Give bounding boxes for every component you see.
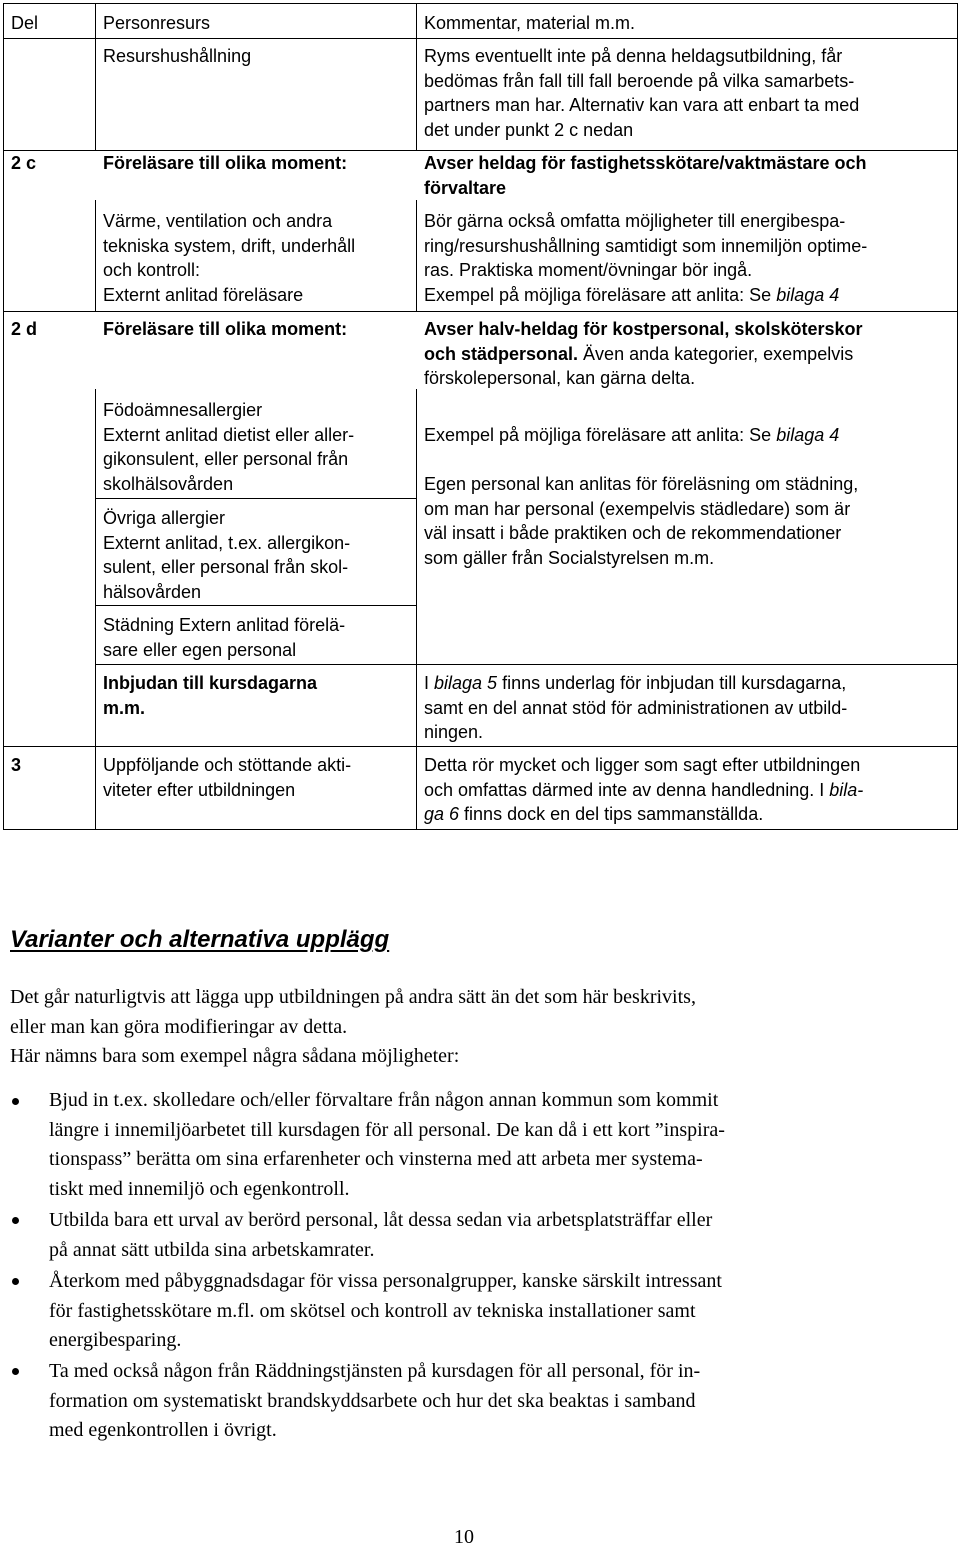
bilaga-6-ref: ga 6	[424, 804, 460, 824]
kommentar-exempel-foodo: Exempel på möjliga föreläsare att anlita: Se bilaga 4	[424, 425, 840, 445]
del-2d: 2 d	[11, 319, 38, 339]
title-2d: Föreläsare till olika moment:	[103, 319, 348, 339]
header-kommentar: Kommentar, material m.m.	[424, 13, 636, 33]
bilaga-4-ref: bilaga 4	[776, 425, 840, 445]
page-number: 10	[454, 1526, 474, 1548]
list-item: Bjud in t.ex. skolledare och/eller förvaltare från någon annan kommun som kommit längre i innemiljöarbetet till kursdagen för all personal. De kan då i ett kort ”inspira- tionspass” berätta om sina erfarenheter och vinsterna med att arbeta mer systema- tiskt med innemiljö och egenkontroll.	[49, 1089, 725, 1200]
resurs-stadning: Städning Extern anlitad förelä- sare eller egen personal	[103, 615, 346, 660]
kommentar-resurs: Ryms eventuellt inte på denna heldagsutbildning, får bedömas från fall till fall beroende på vilka samarbets- partners man har. Alternativ kan vara att enbart ta med det under punkt 2 c nedan	[424, 46, 860, 140]
resurs-resurshushallning: Resurshushållning	[103, 46, 252, 66]
bullet-icon	[12, 1368, 19, 1375]
kommentar-egen-personal: Egen personal kan anlitas för föreläsning om städning, om man har personal (exempelvis städledare) som är väl insatt i både praktiken och de rekommendationer som gäller från Socialstyrelsen m.m.	[424, 474, 859, 568]
bullet-icon	[12, 1217, 19, 1224]
header-del: Del	[11, 13, 39, 33]
kommentar-2c: Avser heldag för fastighetsskötare/vaktmästare och förvaltare	[424, 153, 867, 198]
resurs-inbjudan: Inbjudan till kursdagarna m.m.	[103, 673, 318, 718]
list-item: Återkom med påbyggnadsdagar för vissa personalgrupper, kanske särskilt intressant för fastighetsskötare m.fl. om skötsel och kontroll av tekniska installationer samt energibesparing.	[49, 1270, 722, 1351]
kommentar-bilaga-5: I bilaga 5 finns underlag för inbjudan till kursdagarna, samt en del annat stöd för administrationen av utbild- ningen.	[424, 673, 848, 742]
bullet-icon	[12, 1278, 19, 1285]
list-item: Ta med också någon från Räddningstjänsten på kursdagen för all personal, för in- formation om systematiskt brandskyddsarbete och hur det ska beaktas i samband med egenkontrollen i övrigt.	[49, 1360, 701, 1441]
section-heading: Varianter och alternativa upplägg	[10, 926, 390, 953]
kommentar-varme: Bör gärna också omfatta möjligheter till energibespa- ring/resurshushållning samtidigt som innemiljön optime- ras. Praktiska moment/övningar bör ingå. Exempel på möjliga föreläsare att anlita: Se bilaga 4	[424, 211, 868, 305]
resurs-ovriga-allergier: Övriga allergier Externt anlitad, t.ex. allergikon- sulent, eller personal från skol- hälsovården	[103, 508, 351, 602]
bilaga-4-ref: bilaga 4	[776, 284, 840, 305]
list-item: Utbilda bara ett urval av berörd personal, låt dessa sedan via arbetsplatsträffar eller på annat sätt utbilda sina arbetskamrater.	[49, 1209, 713, 1261]
section-intro: Det går naturligtvis att lägga upp utbildningen på andra sätt än det som här beskrivits, eller man kan göra modifieringar av detta. Här nämns bara som exempel några sådana möjligheter:	[10, 986, 696, 1067]
del-3: 3	[11, 755, 22, 775]
bullet-icon	[12, 1098, 19, 1105]
resurs-fodoamnesallergier: Födoämnesallergier Externt anlitad dietist eller aller- gikonsulent, eller personal från skolhälsovården	[103, 400, 355, 494]
title-2c: Föreläsare till olika moment:	[103, 153, 348, 173]
resurs-uppfoljande: Uppföljande och stöttande akti- viteter efter utbildningen	[103, 755, 352, 800]
header-personresurs: Personresurs	[103, 13, 211, 33]
kommentar-row-3: Detta rör mycket och ligger som sagt efter utbildningen och omfattas därmed inte av denna handledning. I bila- ga 6 finns dock en del tips sammanställda.	[424, 755, 864, 824]
bilaga-5-ref: bilaga 5	[434, 673, 498, 693]
del-2c: 2 c	[11, 153, 37, 173]
kommentar-2d: Avser halv-heldag för kostpersonal, skolsköterskor och städpersonal. Även anda kategorier, exempelvis förskolepersonal, kan gärna delta.	[424, 319, 863, 388]
resurs-varme: Värme, ventilation och andra tekniska system, drift, underhåll och kontroll: Externt anlitad föreläsare	[103, 211, 356, 305]
